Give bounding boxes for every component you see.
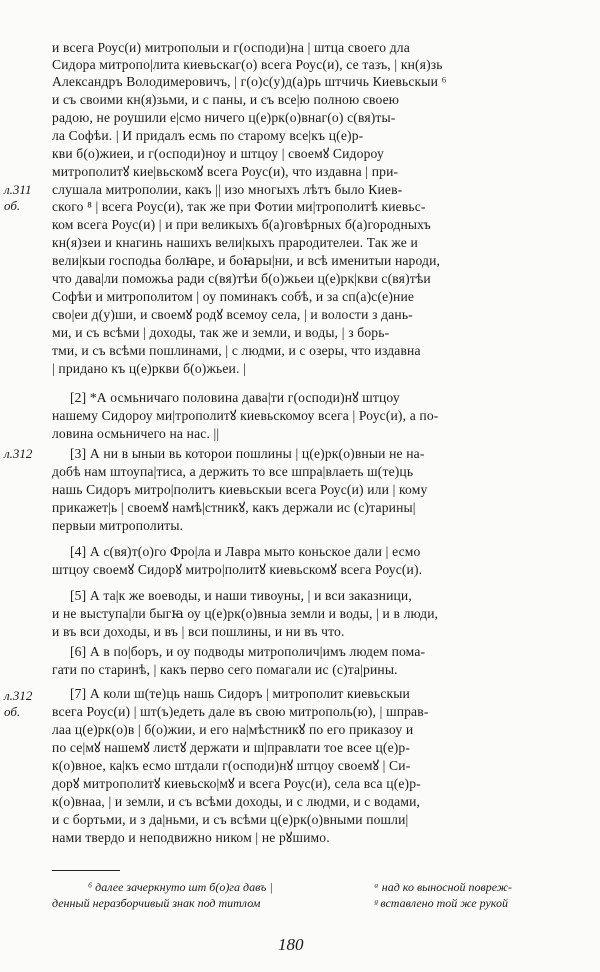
text-line: ского ⁸ | всега Роус(и), так же при Фотии ми|трополитѣ киевьс- (52, 199, 426, 214)
text-line: нашему Сидороу ми|трополитꙋ киевьскомоу всега | Роус(и), а по- (52, 408, 439, 423)
text-line: по се|мꙋ нашемꙋ листꙋ держати и ш|правлати тое всее ц(е)р- (52, 740, 411, 755)
text-line: гати по старинѣ, | какъ перво сего помагали ис (с)та|рины. (52, 662, 398, 677)
footnote-right: ᵃ над ко выносной повреж- (374, 880, 512, 894)
text-line: и с бортьми, и з да|ньми, и съ всѣми ц(е)рк(о)вными пошли| (52, 812, 409, 827)
text-line: лаа ц(е)рк(о)в | б(о)жии, и его на|мѣстникꙋ по его приказоу и (52, 722, 414, 737)
text-line: Софѣи и митрополитом | оу поминакъ собѣ, и за сп(а)с(е)ние (52, 289, 415, 304)
text-line: Александръ Володимеровичъ, | г(о)с(у)д(а)рь штчичь Киевьскыи ⁶ (52, 74, 447, 89)
text-line: штцоу своемꙋ Сидорꙋ митро|политꙋ киевьскомꙋ всега Роус(и). (52, 562, 423, 577)
text-line: и не выступа|ли быгꙗ оу ц(е)рк(о)вныа земли и воды, | и в люди, (52, 606, 439, 621)
margin-folio-note: л.312 (4, 446, 33, 461)
margin-folio-note: л.311 (4, 182, 32, 197)
text-line: [5] А та|к же воеводы, и наши тивоуны, | и вси заказници, (70, 588, 412, 603)
text-line: и всега Роус(и) митрополыи и г(осподи)на | штца своего дла (52, 40, 410, 55)
footnote-right: ᵍ вставлено той же рукой (374, 896, 508, 910)
margin-folio-note: об. (4, 198, 21, 213)
text-line: ла Софѣи. | И придалъ есмь по старому все|къ ц(е)р- (52, 128, 364, 143)
text-line: к(о)внаа, | и земли, и съ всѣми доходы, и с людми, и с водами, (52, 794, 421, 809)
text-line: тми, и съ всѣми пошлинами, | с людми, и с озеры, что издавна (52, 343, 421, 358)
text-line: [6] А в по|боръ, и оу подводы митрополич|имъ людем пома- (70, 644, 426, 659)
text-line: сво|еи д(у)ши, и своемꙋ родꙋ всемоу села, | и волости з дань- (52, 307, 413, 322)
margin-folio-note: об. (4, 704, 21, 719)
text-line: ком всега Роус(и) | и при великыхъ б(а)говѣрных б(а)городныхъ (52, 217, 431, 232)
text-line: ми, и съ всѣми | доходы, так же и земли, и воды, | з борь- (52, 325, 390, 340)
footnote-left: денный неразборчивый знак под титлом (52, 896, 261, 910)
text-line: что дава|ли поможьа ради с(вя)тѣи б(о)жьеи ц(е)рк|кви с(вя)тѣи (52, 271, 431, 286)
text-line: и въ вси доходы, и въ | вси пошлины, и ни въ что. (52, 624, 345, 639)
text-line: вели|кыи господьа болꙗре, и боꙗры|ни, и всѣ именитыи народи, (52, 253, 441, 268)
text-line: [3] А ни в ыныи вь которои пошлины | ц(е)рк(о)вныи не на- (70, 446, 425, 461)
text-line: Сидора митропо|лита киевьскаг(о) всега Роус(и), се тазъ, | кн(я)зь (52, 57, 443, 72)
text-line: к(о)вное, ка|къ есмо штдали г(осподи)нꙋ штцоу своемꙋ | Си- (52, 758, 411, 773)
text-line: | придано къ ц(е)ркви б(о)жьеи. | (52, 361, 246, 376)
text-line: [4] А с(вя)т(о)го Фро|ла и Лавра мыто коньское дали | есмо (70, 544, 421, 559)
text-line: и съ своими кн(я)зьми, и с паны, и съ все|ю полною своею (52, 92, 400, 107)
page-number: 180 (278, 935, 304, 954)
margin-folio-note: л.312 (4, 688, 33, 703)
text-line: прикажет|ь | своемꙋ намѣ|стникꙋ, какъ держали ис (с)тарины| (52, 500, 416, 515)
footnote-divider (52, 870, 120, 871)
text-line: [2] *А осмьничаго половина дава|ти г(осподи)нꙋ штцоу (70, 390, 400, 405)
text-line: кви б(о)жиеи, и г(осподи)ноу и штцоу | своемꙋ Сидороу (52, 146, 384, 161)
text-line: митрополитꙋ кие|вьскомꙋ всега Роус(и), что издавна | при- (52, 164, 399, 179)
text-line: добѣ нам штоупа|тиса, а держить то все шпра|влаеть ш(те)ць (52, 464, 414, 479)
text-line: нами твердо и неподвижно ником | не рꙋшимо. (52, 830, 330, 845)
text-line: радою, не роушили е|смо ничего ц(е)рк(о)внаг(о) с(вя)ты- (52, 110, 396, 125)
text-line: слушала митрополии, какъ || изо многыхъ лѣтъ было Киев- (52, 182, 403, 197)
text-line: всега Роус(и) | шт(ъ)едеть дале въ свою митрополь(ю), | шправ- (52, 704, 429, 719)
footnote-left: ⁶ далее зачеркнуто шт б(о)га давъ | (88, 880, 273, 894)
text-line: кн(я)зеи и кнагинь нашихъ вели|кыхъ прародителеи. Так же и (52, 235, 418, 250)
text-line: нашь Сидоръ митро|политъ киевьскыи всега Роус(и) или | кому (52, 482, 428, 497)
text-line: дорꙋ митрополитꙋ киевьско|мꙋ и всега Роус(и), села вса ц(е)р- (52, 776, 421, 791)
text-line: [7] А коли ш(те)ць нашь Сидоръ | митрополит киевьскыи (70, 686, 410, 701)
text-line: ловина осмьничего на нас. || (52, 426, 220, 441)
text-line: первыи митрополиты. (52, 518, 184, 533)
